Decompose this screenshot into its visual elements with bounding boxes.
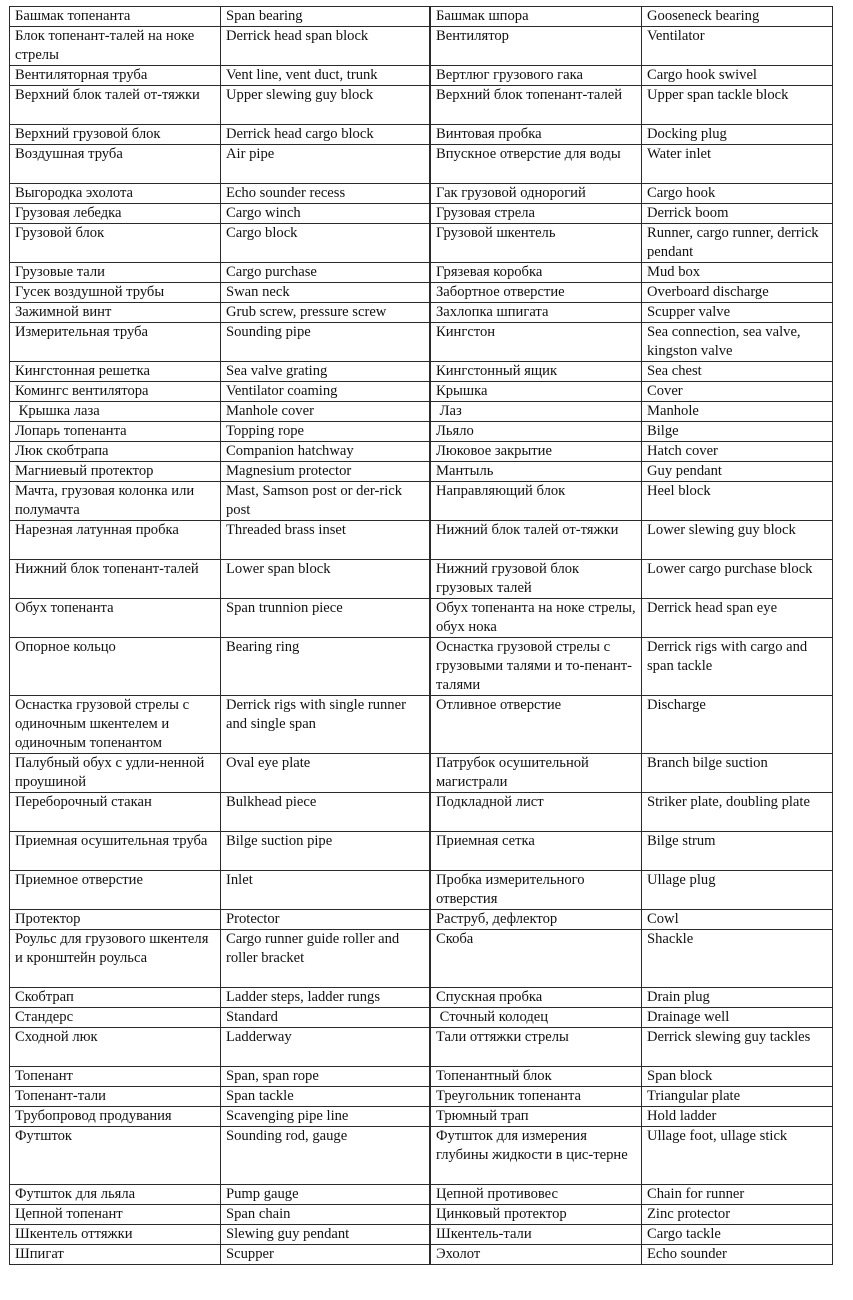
term-en-right: Sea chest <box>642 362 833 382</box>
table-row <box>10 303 833 323</box>
term-en-right: Cowl <box>642 910 833 930</box>
term-ru-right: Скоба <box>430 930 642 988</box>
term-ru-right: Приемная сетка <box>430 832 642 871</box>
term-en-right: Shackle <box>642 930 833 988</box>
term-en-right: Branch bilge suction <box>642 754 833 793</box>
term-ru-right: Отливное отверстие <box>430 696 642 754</box>
term-ru-left: Скобтрап <box>10 988 221 1008</box>
table-row <box>10 1127 833 1185</box>
term-ru-right: Верхний блок топенант-талей <box>430 86 642 125</box>
term-en-left: Inlet <box>221 871 431 910</box>
table-row <box>10 1225 833 1245</box>
term-ru-left: Грузовые тали <box>10 263 221 283</box>
term-ru-right: Патрубок осушительной магистрали <box>430 754 642 793</box>
term-ru-right: Грузовой шкентель <box>430 224 642 263</box>
term-ru-right: Трюмный трап <box>430 1107 642 1127</box>
table-row <box>10 7 833 27</box>
term-ru-right: Сточный колодец <box>430 1008 642 1028</box>
term-ru-left: Вентиляторная труба <box>10 66 221 86</box>
term-en-right: Upper span tackle block <box>642 86 833 125</box>
term-en-left: Magnesium protector <box>221 462 431 482</box>
term-ru-right: Впускное отверстие для воды <box>430 145 642 184</box>
table-row <box>10 832 833 871</box>
term-en-left: Scupper <box>221 1245 431 1265</box>
term-ru-right: Лаз <box>430 402 642 422</box>
term-en-left: Swan neck <box>221 283 431 303</box>
term-en-right: Discharge <box>642 696 833 754</box>
table-row <box>10 521 833 560</box>
table-row <box>10 560 833 599</box>
term-en-right: Mud box <box>642 263 833 283</box>
term-ru-left: Башмак топенанта <box>10 7 221 27</box>
term-ru-left: Переборочный стакан <box>10 793 221 832</box>
term-ru-left: Стандерс <box>10 1008 221 1028</box>
term-en-left: Cargo block <box>221 224 431 263</box>
term-en-left: Cargo purchase <box>221 263 431 283</box>
term-en-right: Manhole <box>642 402 833 422</box>
term-en-left: Slewing guy pendant <box>221 1225 431 1245</box>
term-ru-right: Грязевая коробка <box>430 263 642 283</box>
table-row <box>10 323 833 362</box>
table-row <box>10 910 833 930</box>
glossary-table <box>9 6 833 1265</box>
term-ru-left: Обух топенанта <box>10 599 221 638</box>
term-en-left: Standard <box>221 1008 431 1028</box>
glossary-body <box>10 7 833 1265</box>
term-en-left: Pump gauge <box>221 1185 431 1205</box>
term-ru-left: Мачта, грузовая колонка или полумачта <box>10 482 221 521</box>
term-ru-left: Люк скобтрапа <box>10 442 221 462</box>
term-ru-right: Винтовая пробка <box>430 125 642 145</box>
term-en-right: Docking plug <box>642 125 833 145</box>
term-en-left: Vent line, vent duct, trunk <box>221 66 431 86</box>
term-en-right: Bilge <box>642 422 833 442</box>
term-en-left: Protector <box>221 910 431 930</box>
term-en-left: Companion hatchway <box>221 442 431 462</box>
term-en-left: Sounding pipe <box>221 323 431 362</box>
term-en-right: Lower cargo purchase block <box>642 560 833 599</box>
term-en-right: Lower slewing guy block <box>642 521 833 560</box>
term-ru-right: Эхолот <box>430 1245 642 1265</box>
term-en-left: Ventilator coaming <box>221 382 431 402</box>
term-en-left: Lower span block <box>221 560 431 599</box>
term-ru-left: Воздушная труба <box>10 145 221 184</box>
term-en-right: Striker plate, doubling plate <box>642 793 833 832</box>
table-row <box>10 1205 833 1225</box>
term-ru-left: Лопарь топенанта <box>10 422 221 442</box>
term-en-right: Ullage plug <box>642 871 833 910</box>
term-ru-left: Измерительная труба <box>10 323 221 362</box>
term-en-right: Guy pendant <box>642 462 833 482</box>
term-en-right: Gooseneck bearing <box>642 7 833 27</box>
term-en-right: Echo sounder <box>642 1245 833 1265</box>
table-row <box>10 1245 833 1265</box>
term-ru-right: Топенантный блок <box>430 1067 642 1087</box>
term-en-left: Derrick head span block <box>221 27 431 66</box>
table-row <box>10 204 833 224</box>
term-ru-left: Нарезная латунная пробка <box>10 521 221 560</box>
term-en-left: Derrick rigs with single runner and single span <box>221 696 431 754</box>
term-en-left: Oval eye plate <box>221 754 431 793</box>
term-ru-left: Верхний блок талей от-тяжки <box>10 86 221 125</box>
term-en-right: Derrick rigs with cargo and span tackle <box>642 638 833 696</box>
term-en-left: Scavenging pipe line <box>221 1107 431 1127</box>
term-en-left: Bearing ring <box>221 638 431 696</box>
term-en-right: Cargo hook <box>642 184 833 204</box>
table-row <box>10 599 833 638</box>
table-row <box>10 86 833 125</box>
term-ru-right: Спускная пробка <box>430 988 642 1008</box>
table-row <box>10 988 833 1008</box>
term-ru-right: Льяло <box>430 422 642 442</box>
term-en-right: Runner, cargo runner, derrick pendant <box>642 224 833 263</box>
term-ru-right: Тали оттяжки стрелы <box>430 1028 642 1067</box>
term-en-left: Cargo winch <box>221 204 431 224</box>
table-row <box>10 125 833 145</box>
term-ru-left: Топенант <box>10 1067 221 1087</box>
table-row <box>10 482 833 521</box>
term-ru-right: Нижний блок талей от-тяжки <box>430 521 642 560</box>
term-ru-left: Протектор <box>10 910 221 930</box>
term-en-left: Span, span rope <box>221 1067 431 1087</box>
term-en-right: Water inlet <box>642 145 833 184</box>
table-row <box>10 362 833 382</box>
term-en-right: Derrick slewing guy tackles <box>642 1028 833 1067</box>
term-en-left: Mast, Samson post or der-rick post <box>221 482 431 521</box>
table-row <box>10 462 833 482</box>
term-ru-right: Обух топенанта на ноке стрелы, обух нока <box>430 599 642 638</box>
term-ru-right: Футшток для измерения глубины жидкости в цис-терне <box>430 1127 642 1185</box>
term-en-left: Span bearing <box>221 7 431 27</box>
term-ru-left: Роульс для грузового шкентеля и кронштейн роульса <box>10 930 221 988</box>
term-ru-right: Кингстонный ящик <box>430 362 642 382</box>
term-ru-left: Верхний грузовой блок <box>10 125 221 145</box>
table-row <box>10 696 833 754</box>
term-en-left: Bilge suction pipe <box>221 832 431 871</box>
term-en-left: Bulkhead piece <box>221 793 431 832</box>
term-ru-left: Кингстонная решетка <box>10 362 221 382</box>
term-ru-left: Нижний блок топенант-талей <box>10 560 221 599</box>
table-row <box>10 1185 833 1205</box>
term-en-left: Sounding rod, gauge <box>221 1127 431 1185</box>
term-en-right: Cover <box>642 382 833 402</box>
term-ru-right: Шкентель-тали <box>430 1225 642 1245</box>
term-ru-left: Грузовой блок <box>10 224 221 263</box>
term-ru-left: Сходной люк <box>10 1028 221 1067</box>
term-ru-right: Треугольник топенанта <box>430 1087 642 1107</box>
term-en-right: Zinc protector <box>642 1205 833 1225</box>
term-ru-right: Раструб, дефлектор <box>430 910 642 930</box>
term-ru-right: Люковое закрытие <box>430 442 642 462</box>
table-row <box>10 1067 833 1087</box>
term-ru-right: Захлопка шпигата <box>430 303 642 323</box>
term-en-left: Derrick head cargo block <box>221 125 431 145</box>
table-row <box>10 871 833 910</box>
term-en-right: Cargo tackle <box>642 1225 833 1245</box>
term-ru-left: Магниевый протектор <box>10 462 221 482</box>
term-en-right: Drain plug <box>642 988 833 1008</box>
term-ru-left: Футшток <box>10 1127 221 1185</box>
term-ru-right: Подкладной лист <box>430 793 642 832</box>
term-ru-left: Палубный обух с удли-ненной проушиной <box>10 754 221 793</box>
term-ru-right: Направляющий блок <box>430 482 642 521</box>
term-ru-left: Крышка лаза <box>10 402 221 422</box>
table-row <box>10 793 833 832</box>
table-row <box>10 184 833 204</box>
term-en-right: Hold ladder <box>642 1107 833 1127</box>
term-ru-left: Приемное отверстие <box>10 871 221 910</box>
term-ru-left: Грузовая лебедка <box>10 204 221 224</box>
table-row <box>10 1008 833 1028</box>
term-ru-left: Комингс вентилятора <box>10 382 221 402</box>
term-ru-right: Вертлюг грузового гака <box>430 66 642 86</box>
term-ru-left: Футшток для льяла <box>10 1185 221 1205</box>
term-en-right: Span block <box>642 1067 833 1087</box>
term-ru-left: Трубопровод продувания <box>10 1107 221 1127</box>
term-ru-left: Приемная осушительная труба <box>10 832 221 871</box>
term-en-left: Echo sounder recess <box>221 184 431 204</box>
term-ru-left: Опорное кольцо <box>10 638 221 696</box>
table-row <box>10 27 833 66</box>
term-en-left: Air pipe <box>221 145 431 184</box>
term-ru-left: Цепной топенант <box>10 1205 221 1225</box>
table-row <box>10 66 833 86</box>
term-ru-right: Забортное отверстие <box>430 283 642 303</box>
table-row <box>10 145 833 184</box>
term-ru-right: Крышка <box>430 382 642 402</box>
table-row <box>10 283 833 303</box>
table-row <box>10 263 833 283</box>
term-ru-right: Вентилятор <box>430 27 642 66</box>
term-en-left: Ladderway <box>221 1028 431 1067</box>
term-ru-right: Грузовая стрела <box>430 204 642 224</box>
term-en-left: Topping rope <box>221 422 431 442</box>
table-row <box>10 638 833 696</box>
term-en-right: Ullage foot, ullage stick <box>642 1127 833 1185</box>
term-en-left: Span trunnion piece <box>221 599 431 638</box>
term-en-right: Derrick boom <box>642 204 833 224</box>
term-en-right: Drainage well <box>642 1008 833 1028</box>
table-row <box>10 930 833 988</box>
term-en-right: Triangular plate <box>642 1087 833 1107</box>
term-en-right: Heel block <box>642 482 833 521</box>
term-en-left: Span tackle <box>221 1087 431 1107</box>
term-ru-right: Гак грузовой однорогий <box>430 184 642 204</box>
term-ru-left: Зажимной винт <box>10 303 221 323</box>
term-ru-right: Нижний грузовой блок грузовых талей <box>430 560 642 599</box>
term-ru-right: Мантыль <box>430 462 642 482</box>
table-row <box>10 224 833 263</box>
term-ru-left: Выгородка эхолота <box>10 184 221 204</box>
term-ru-right: Оснастка грузовой стрелы с грузовыми талями и то-пенант-талями <box>430 638 642 696</box>
table-row <box>10 1087 833 1107</box>
term-ru-right: Башмак шпора <box>430 7 642 27</box>
term-ru-left: Блок топенант-талей на ноке стрелы <box>10 27 221 66</box>
term-en-right: Derrick head span eye <box>642 599 833 638</box>
term-ru-left: Оснастка грузовой стрелы с одиночным шкентелем и одиночным топенантом <box>10 696 221 754</box>
table-row <box>10 442 833 462</box>
term-en-right: Bilge strum <box>642 832 833 871</box>
term-en-left: Upper slewing guy block <box>221 86 431 125</box>
term-en-right: Sea connection, sea valve, kingston valve <box>642 323 833 362</box>
term-en-left: Ladder steps, ladder rungs <box>221 988 431 1008</box>
term-en-right: Cargo hook swivel <box>642 66 833 86</box>
term-ru-left: Шпигат <box>10 1245 221 1265</box>
term-en-right: Overboard discharge <box>642 283 833 303</box>
table-row <box>10 422 833 442</box>
table-row <box>10 754 833 793</box>
table-row <box>10 382 833 402</box>
term-ru-right: Цинковый протектор <box>430 1205 642 1225</box>
term-en-left: Threaded brass inset <box>221 521 431 560</box>
term-en-right: Scupper valve <box>642 303 833 323</box>
term-ru-right: Цепной противовес <box>430 1185 642 1205</box>
term-ru-left: Шкентель оттяжки <box>10 1225 221 1245</box>
term-en-left: Grub screw, pressure screw <box>221 303 431 323</box>
table-row <box>10 402 833 422</box>
term-en-right: Hatch cover <box>642 442 833 462</box>
term-ru-left: Гусек воздушной трубы <box>10 283 221 303</box>
term-ru-right: Пробка измерительного отверстия <box>430 871 642 910</box>
term-en-left: Manhole cover <box>221 402 431 422</box>
table-row <box>10 1028 833 1067</box>
term-ru-left: Топенант-тали <box>10 1087 221 1107</box>
term-en-right: Chain for runner <box>642 1185 833 1205</box>
term-en-right: Ventilator <box>642 27 833 66</box>
term-en-left: Cargo runner guide roller and roller bracket <box>221 930 431 988</box>
term-en-left: Sea valve grating <box>221 362 431 382</box>
term-en-left: Span chain <box>221 1205 431 1225</box>
term-ru-right: Кингстон <box>430 323 642 362</box>
table-row <box>10 1107 833 1127</box>
